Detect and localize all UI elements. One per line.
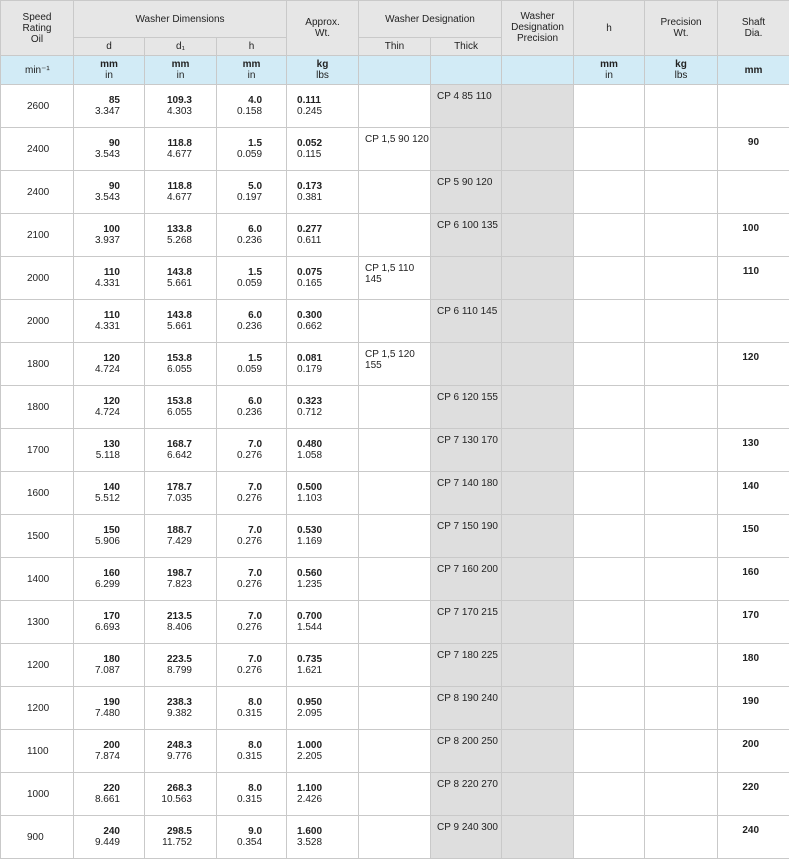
d-header: d (74, 38, 145, 56)
precision-h-cell (574, 171, 645, 214)
shaft-diameter-cell: 220 (718, 773, 789, 816)
thin-designation-cell (359, 472, 431, 515)
precision-weight-cell (645, 386, 718, 429)
thin-designation-cell (359, 386, 431, 429)
precision-h-cell (574, 85, 645, 128)
precision-weight-header: Precision Wt. (645, 1, 718, 56)
precision-designation-cell (502, 171, 574, 214)
precision-h-cell (574, 687, 645, 730)
precision-h-cell (574, 730, 645, 773)
h-cell: 1.5 0.059 (217, 128, 287, 171)
table-row (1, 300, 789, 343)
h-cell: 8.0 0.315 (217, 773, 287, 816)
table-row (1, 730, 789, 773)
thin-designation-cell (359, 558, 431, 601)
d-cell: 85 3.347 (74, 85, 145, 128)
d-cell: 190 7.480 (74, 687, 145, 730)
h-cell: 6.0 0.236 (217, 386, 287, 429)
d-cell: 90 3.543 (74, 171, 145, 214)
thin-designation-cell (359, 730, 431, 773)
d-cell: 160 6.299 (74, 558, 145, 601)
table-row (1, 128, 789, 171)
shaft-diameter-cell (718, 171, 789, 214)
table-row (1, 214, 789, 257)
d1-cell: 268.3 10.563 (145, 773, 217, 816)
h-cell: 1.5 0.059 (217, 343, 287, 386)
h-cell: 7.0 0.276 (217, 515, 287, 558)
thick-designation-cell (431, 128, 502, 171)
thick-designation-cell: CP 7 160 200 (431, 558, 502, 601)
precision-weight-cell (645, 429, 718, 472)
d1-cell: 109.3 4.303 (145, 85, 217, 128)
thick-designation-cell (431, 343, 502, 386)
d-cell: 200 7.874 (74, 730, 145, 773)
d-cell: 220 8.661 (74, 773, 145, 816)
weight-cell: 0.950 2.095 (287, 687, 359, 730)
precision-weight-cell (645, 257, 718, 300)
precision-designation-cell (502, 386, 574, 429)
h-cell: 5.0 0.197 (217, 171, 287, 214)
shaft-diameter-cell: 150 (718, 515, 789, 558)
weight-unit: kg lbs (287, 56, 359, 85)
d1-header: d₁ (145, 38, 217, 56)
precision-weight-cell (645, 214, 718, 257)
speed-cell: 1200 (1, 644, 74, 687)
table-row (1, 343, 789, 386)
washer-designation-precision-header: Washer Designation Precision (502, 1, 574, 56)
shaft-diameter-cell: 120 (718, 343, 789, 386)
thin-designation-cell (359, 171, 431, 214)
d-cell: 90 3.543 (74, 128, 145, 171)
d-cell: 240 9.449 (74, 816, 145, 859)
d1-cell: 143.8 5.661 (145, 300, 217, 343)
table-row (1, 472, 789, 515)
precision-h-unit: mm in (574, 56, 645, 85)
table-row (1, 816, 789, 859)
precision-h-cell (574, 300, 645, 343)
speed-cell: 2400 (1, 128, 74, 171)
precision-h-cell (574, 773, 645, 816)
thin-header: Thin (359, 38, 431, 56)
precision-h-cell (574, 257, 645, 300)
precision-designation-cell (502, 816, 574, 859)
thick-designation-cell: CP 6 100 135 (431, 214, 502, 257)
thick-unit (431, 56, 502, 85)
units-row (1, 56, 789, 85)
d1-cell: 298.5 11.752 (145, 816, 217, 859)
precision-weight-unit: kg lbs (645, 56, 718, 85)
thick-designation-cell: CP 8 220 270 (431, 773, 502, 816)
weight-cell: 0.480 1.058 (287, 429, 359, 472)
thin-designation-cell (359, 773, 431, 816)
precision-designation-cell (502, 644, 574, 687)
speed-cell: 1400 (1, 558, 74, 601)
weight-cell: 0.530 1.169 (287, 515, 359, 558)
speed-cell: 1600 (1, 472, 74, 515)
weight-cell: 1.600 3.528 (287, 816, 359, 859)
table-row (1, 644, 789, 687)
d-cell: 120 4.724 (74, 386, 145, 429)
thin-designation-cell (359, 85, 431, 128)
h-cell: 6.0 0.236 (217, 300, 287, 343)
precision-h-cell (574, 644, 645, 687)
approx-weight-header: Approx. Wt. (287, 1, 359, 56)
thick-designation-cell: CP 5 90 120 (431, 171, 502, 214)
speed-cell: 2000 (1, 257, 74, 300)
precision-h-cell (574, 343, 645, 386)
precision-h-cell (574, 558, 645, 601)
thick-designation-cell: CP 7 150 190 (431, 515, 502, 558)
speed-cell: 1500 (1, 515, 74, 558)
weight-cell: 0.500 1.103 (287, 472, 359, 515)
shaft-diameter-cell (718, 386, 789, 429)
thin-designation-cell: CP 1,5 120 155 (359, 343, 431, 386)
h-cell: 9.0 0.354 (217, 816, 287, 859)
precision-designation-unit (502, 56, 574, 85)
precision-designation-cell (502, 730, 574, 773)
speed-cell: 2600 (1, 85, 74, 128)
weight-cell: 0.735 1.621 (287, 644, 359, 687)
precision-weight-cell (645, 687, 718, 730)
precision-designation-cell (502, 687, 574, 730)
speed-cell: 1000 (1, 773, 74, 816)
d1-cell: 168.7 6.642 (145, 429, 217, 472)
thick-designation-cell: CP 4 85 110 (431, 85, 502, 128)
weight-cell: 0.173 0.381 (287, 171, 359, 214)
table-row (1, 257, 789, 300)
weight-cell: 0.323 0.712 (287, 386, 359, 429)
speed-cell: 1800 (1, 343, 74, 386)
thick-designation-cell: CP 6 120 155 (431, 386, 502, 429)
d1-cell: 238.3 9.382 (145, 687, 217, 730)
thick-designation-cell: CP 6 110 145 (431, 300, 502, 343)
thick-designation-cell: CP 8 200 250 (431, 730, 502, 773)
precision-h-cell (574, 128, 645, 171)
precision-weight-cell (645, 85, 718, 128)
weight-cell: 1.100 2.426 (287, 773, 359, 816)
table-row (1, 515, 789, 558)
weight-cell: 1.000 2.205 (287, 730, 359, 773)
weight-cell: 0.075 0.165 (287, 257, 359, 300)
precision-h-cell (574, 515, 645, 558)
thin-designation-cell: CP 1,5 110 145 (359, 257, 431, 300)
thick-designation-cell: CP 8 190 240 (431, 687, 502, 730)
precision-designation-cell (502, 601, 574, 644)
precision-designation-cell (502, 343, 574, 386)
h-cell: 8.0 0.315 (217, 687, 287, 730)
d-cell: 110 4.331 (74, 300, 145, 343)
d1-unit: mm in (145, 56, 217, 85)
thin-designation-cell (359, 816, 431, 859)
precision-weight-cell (645, 128, 718, 171)
h-dimension-header: h (217, 38, 287, 56)
shaft-diameter-header: Shaft Dia. (718, 1, 789, 56)
shaft-unit: mm (718, 56, 789, 85)
h-cell: 7.0 0.276 (217, 429, 287, 472)
precision-weight-cell (645, 644, 718, 687)
thick-designation-cell: CP 7 130 170 (431, 429, 502, 472)
thin-designation-cell (359, 601, 431, 644)
weight-cell: 0.111 0.245 (287, 85, 359, 128)
precision-weight-cell (645, 601, 718, 644)
shaft-diameter-cell: 110 (718, 257, 789, 300)
thin-designation-cell (359, 214, 431, 257)
precision-designation-cell (502, 300, 574, 343)
weight-cell: 0.277 0.611 (287, 214, 359, 257)
table-row (1, 386, 789, 429)
speed-rating-header: Speed Rating Oil (1, 1, 74, 56)
thin-unit (359, 56, 431, 85)
precision-designation-cell (502, 85, 574, 128)
speed-cell: 1800 (1, 386, 74, 429)
d-cell: 170 6.693 (74, 601, 145, 644)
shaft-diameter-cell: 100 (718, 214, 789, 257)
speed-cell: 1100 (1, 730, 74, 773)
weight-cell: 0.700 1.544 (287, 601, 359, 644)
d-cell: 120 4.724 (74, 343, 145, 386)
table-row (1, 558, 789, 601)
table-row (1, 773, 789, 816)
washer-designation-header: Washer Designation (359, 1, 502, 38)
speed-cell: 900 (1, 816, 74, 859)
precision-designation-cell (502, 515, 574, 558)
precision-weight-cell (645, 171, 718, 214)
shaft-diameter-cell: 240 (718, 816, 789, 859)
precision-weight-cell (645, 343, 718, 386)
table-row (1, 429, 789, 472)
table-row (1, 601, 789, 644)
d1-cell: 118.8 4.677 (145, 171, 217, 214)
shaft-diameter-cell (718, 300, 789, 343)
h-cell: 8.0 0.315 (217, 730, 287, 773)
weight-cell: 0.052 0.115 (287, 128, 359, 171)
speed-cell: 1200 (1, 687, 74, 730)
d1-cell: 213.5 8.406 (145, 601, 217, 644)
precision-weight-cell (645, 730, 718, 773)
shaft-diameter-cell: 90 (718, 128, 789, 171)
speed-cell: 1700 (1, 429, 74, 472)
shaft-diameter-cell: 130 (718, 429, 789, 472)
h-cell: 4.0 0.158 (217, 85, 287, 128)
thick-designation-cell: CP 7 170 215 (431, 601, 502, 644)
precision-h-cell (574, 386, 645, 429)
thin-designation-cell (359, 644, 431, 687)
shaft-diameter-cell: 160 (718, 558, 789, 601)
thin-designation-cell (359, 515, 431, 558)
table-row (1, 687, 789, 730)
h-cell: 7.0 0.276 (217, 472, 287, 515)
d1-cell: 118.8 4.677 (145, 128, 217, 171)
d-cell: 180 7.087 (74, 644, 145, 687)
thin-designation-cell (359, 429, 431, 472)
precision-weight-cell (645, 816, 718, 859)
precision-h-cell (574, 472, 645, 515)
table-row (1, 171, 789, 214)
thick-designation-cell: CP 9 240 300 (431, 816, 502, 859)
precision-designation-cell (502, 472, 574, 515)
weight-cell: 0.300 0.662 (287, 300, 359, 343)
thick-designation-cell: CP 7 180 225 (431, 644, 502, 687)
shaft-diameter-cell: 140 (718, 472, 789, 515)
h-cell: 6.0 0.236 (217, 214, 287, 257)
h-unit: mm in (217, 56, 287, 85)
weight-cell: 0.560 1.235 (287, 558, 359, 601)
d1-cell: 133.8 5.268 (145, 214, 217, 257)
d-cell: 130 5.118 (74, 429, 145, 472)
d-unit: mm in (74, 56, 145, 85)
shaft-diameter-cell: 180 (718, 644, 789, 687)
precision-h-cell (574, 601, 645, 644)
shaft-diameter-cell (718, 85, 789, 128)
shaft-diameter-cell: 190 (718, 687, 789, 730)
d1-cell: 223.5 8.799 (145, 644, 217, 687)
thick-designation-cell: CP 7 140 180 (431, 472, 502, 515)
thick-header: Thick (431, 38, 502, 56)
speed-cell: 2000 (1, 300, 74, 343)
table-body (1, 85, 789, 859)
precision-designation-cell (502, 773, 574, 816)
d1-cell: 153.8 6.055 (145, 343, 217, 386)
precision-designation-cell (502, 429, 574, 472)
precision-weight-cell (645, 773, 718, 816)
speed-cell: 2400 (1, 171, 74, 214)
precision-designation-cell (502, 558, 574, 601)
precision-h-cell (574, 429, 645, 472)
h-cell: 7.0 0.276 (217, 601, 287, 644)
precision-designation-cell (502, 257, 574, 300)
d1-cell: 153.8 6.055 (145, 386, 217, 429)
d1-cell: 248.3 9.776 (145, 730, 217, 773)
d1-cell: 188.7 7.429 (145, 515, 217, 558)
thin-designation-cell (359, 300, 431, 343)
d1-cell: 198.7 7.823 (145, 558, 217, 601)
precision-h-header: h (574, 1, 645, 56)
thick-designation-cell (431, 257, 502, 300)
d1-cell: 143.8 5.661 (145, 257, 217, 300)
precision-weight-cell (645, 515, 718, 558)
precision-designation-cell (502, 128, 574, 171)
precision-weight-cell (645, 558, 718, 601)
d1-cell: 178.7 7.035 (145, 472, 217, 515)
thin-designation-cell (359, 687, 431, 730)
precision-weight-cell (645, 472, 718, 515)
precision-h-cell (574, 816, 645, 859)
d-cell: 140 5.512 (74, 472, 145, 515)
d-cell: 100 3.937 (74, 214, 145, 257)
shaft-diameter-cell: 170 (718, 601, 789, 644)
h-cell: 7.0 0.276 (217, 558, 287, 601)
precision-weight-cell (645, 300, 718, 343)
speed-cell: 2100 (1, 214, 74, 257)
thin-designation-cell: CP 1,5 90 120 (359, 128, 431, 171)
speed-cell: 1300 (1, 601, 74, 644)
d-cell: 110 4.331 (74, 257, 145, 300)
speed-unit: min⁻¹ (1, 56, 74, 85)
precision-designation-cell (502, 214, 574, 257)
table-row (1, 85, 789, 128)
h-cell: 1.5 0.059 (217, 257, 287, 300)
d-cell: 150 5.906 (74, 515, 145, 558)
washer-dimensions-header: Washer Dimensions (74, 1, 287, 38)
precision-h-cell (574, 214, 645, 257)
h-cell: 7.0 0.276 (217, 644, 287, 687)
weight-cell: 0.081 0.179 (287, 343, 359, 386)
shaft-diameter-cell: 200 (718, 730, 789, 773)
